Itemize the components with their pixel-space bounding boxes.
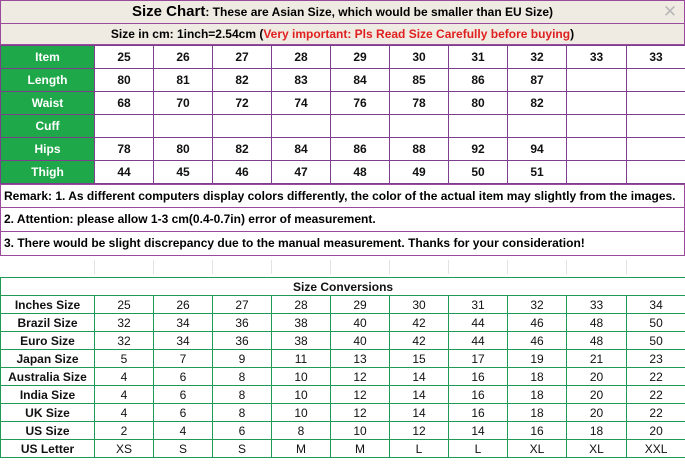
conversion-row-label: Australia Size	[1, 368, 95, 386]
size-cell: 50	[449, 161, 508, 184]
conversion-cell: XS	[95, 440, 154, 458]
conversion-cell: 28	[272, 296, 331, 314]
size-cell: 88	[390, 138, 449, 161]
conversion-row	[1, 296, 685, 314]
size-row	[1, 138, 685, 161]
size-cell: 28	[272, 46, 331, 69]
conversion-cell: S	[213, 440, 272, 458]
size-cell: 45	[154, 161, 213, 184]
conversion-cell: 6	[154, 404, 213, 422]
conversion-cell: XL	[508, 440, 567, 458]
size-cell	[567, 138, 627, 161]
conversion-row	[1, 386, 685, 404]
size-cell	[567, 69, 627, 92]
size-row-label: Waist	[1, 92, 95, 115]
conversion-row-label: Inches Size	[1, 296, 95, 314]
conversion-cell: 17	[449, 350, 508, 368]
size-cell: 82	[213, 138, 272, 161]
conversion-cell: 22	[627, 386, 685, 404]
conversion-cell: 6	[154, 386, 213, 404]
conversion-cell: 29	[331, 296, 390, 314]
size-cell	[567, 161, 627, 184]
conversion-cell: 42	[390, 314, 449, 332]
conversion-cell: 23	[627, 350, 685, 368]
conversion-cell: 6	[154, 368, 213, 386]
size-row-label: Length	[1, 69, 95, 92]
conversion-cell: 10	[272, 404, 331, 422]
conversion-row-label: India Size	[1, 386, 95, 404]
conversion-cell: 48	[567, 332, 627, 350]
conversion-cell: 36	[213, 314, 272, 332]
conversion-row-label: US Size	[1, 422, 95, 440]
conversion-row	[1, 440, 685, 458]
unit-info	[0, 24, 685, 45]
conversion-cell: 32	[95, 314, 154, 332]
conversion-cell: 50	[627, 314, 685, 332]
size-cell	[449, 115, 508, 138]
conversion-cell: 4	[154, 422, 213, 440]
size-cell: 82	[213, 69, 272, 92]
size-cell	[627, 69, 685, 92]
unit-info-text: Size in cm: 1inch=2.54cm (	[110, 27, 264, 41]
size-row	[1, 46, 685, 69]
conversion-cell: 4	[95, 368, 154, 386]
size-cell: 74	[272, 92, 331, 115]
conversion-cell: 6	[213, 422, 272, 440]
size-row-label: Thigh	[1, 161, 95, 184]
conversion-cell: 8	[213, 368, 272, 386]
conversion-row	[1, 368, 685, 386]
size-row-label: Cuff	[1, 115, 95, 138]
conversion-cell: 38	[272, 332, 331, 350]
conversion-cell: 9	[213, 350, 272, 368]
conversion-cell: 10	[272, 386, 331, 404]
conversion-cell: 16	[449, 386, 508, 404]
conversion-cell: 18	[567, 422, 627, 440]
conversion-row	[1, 314, 685, 332]
conversion-cell: 33	[567, 296, 627, 314]
conversion-cell: S	[154, 440, 213, 458]
conversion-row-label: Euro Size	[1, 332, 95, 350]
conversion-row	[1, 422, 685, 440]
size-cell	[154, 115, 213, 138]
conversion-cell: 25	[95, 296, 154, 314]
size-cell: 47	[272, 161, 331, 184]
conversion-cell: 34	[627, 296, 685, 314]
size-row	[1, 161, 685, 184]
size-chart-table	[0, 45, 685, 184]
size-cell	[567, 92, 627, 115]
size-cell: 29	[331, 46, 390, 69]
conversion-cell: 22	[627, 404, 685, 422]
conversion-cell: 8	[213, 386, 272, 404]
size-cell: 82	[508, 92, 567, 115]
size-cell	[627, 161, 685, 184]
chart-title	[0, 0, 685, 24]
size-cell: 48	[331, 161, 390, 184]
conversion-cell: 18	[508, 368, 567, 386]
conversion-cell: 27	[213, 296, 272, 314]
size-cell: 94	[508, 138, 567, 161]
size-cell: 33	[627, 46, 685, 69]
conversion-cell: L	[449, 440, 508, 458]
conversion-row-label: UK Size	[1, 404, 95, 422]
conversion-cell: 42	[390, 332, 449, 350]
conversion-cell: 20	[567, 386, 627, 404]
size-cell	[627, 138, 685, 161]
size-cell: 72	[213, 92, 272, 115]
size-cell: 84	[272, 138, 331, 161]
conversion-cell: 4	[95, 404, 154, 422]
size-cell	[95, 115, 154, 138]
conversion-cell: 14	[390, 386, 449, 404]
size-cell	[627, 115, 685, 138]
conversion-cell: M	[331, 440, 390, 458]
size-row	[1, 69, 685, 92]
conversion-cell: 20	[567, 368, 627, 386]
conversion-cell: 34	[154, 314, 213, 332]
size-cell: 33	[567, 46, 627, 69]
conversion-cell: 16	[449, 404, 508, 422]
conversion-row	[1, 404, 685, 422]
conversion-cell: 19	[508, 350, 567, 368]
conversion-cell: 32	[95, 332, 154, 350]
conversion-cell: XXL	[627, 440, 685, 458]
size-cell: 78	[390, 92, 449, 115]
size-cell: 92	[449, 138, 508, 161]
size-cell: 49	[390, 161, 449, 184]
conversion-cell: 7	[154, 350, 213, 368]
size-cell: 87	[508, 69, 567, 92]
size-cell: 26	[154, 46, 213, 69]
conversion-cell: 20	[627, 422, 685, 440]
size-cell: 68	[95, 92, 154, 115]
size-cell: 85	[390, 69, 449, 92]
conversion-cell: 38	[272, 314, 331, 332]
size-cell: 80	[449, 92, 508, 115]
conversion-cell: 21	[567, 350, 627, 368]
chart-title-main: Size Chart	[131, 3, 206, 20]
conversion-cell: 26	[154, 296, 213, 314]
conversion-cell: XL	[567, 440, 627, 458]
conversion-cell: 4	[95, 386, 154, 404]
remark-tolerance: 2. Attention: please allow 1-3 cm(0.4-0.7in) error of measurement.	[0, 208, 685, 232]
close-icon[interactable]: ✕	[662, 2, 678, 21]
size-cell: 84	[331, 69, 390, 92]
conversion-cell: 46	[508, 332, 567, 350]
conversion-cell: 46	[508, 314, 567, 332]
conversion-cell: 12	[331, 386, 390, 404]
conversion-cell: 44	[449, 332, 508, 350]
conversion-cell: 12	[390, 422, 449, 440]
conversion-cell: 31	[449, 296, 508, 314]
conversion-cell: L	[390, 440, 449, 458]
size-row	[1, 92, 685, 115]
size-cell	[331, 115, 390, 138]
conversion-row-label: US Letter	[1, 440, 95, 458]
conversion-cell: 20	[567, 404, 627, 422]
conversion-cell: 14	[449, 422, 508, 440]
conversion-row	[1, 332, 685, 350]
conversion-cell: 14	[390, 368, 449, 386]
conversion-row-label: Brazil Size	[1, 314, 95, 332]
size-cell: 78	[95, 138, 154, 161]
size-cell: 30	[390, 46, 449, 69]
conversion-cell: 40	[331, 314, 390, 332]
conversion-cell: M	[272, 440, 331, 458]
size-cell: 27	[213, 46, 272, 69]
conversion-cell: 10	[272, 368, 331, 386]
size-cell: 32	[508, 46, 567, 69]
conversion-cell: 2	[95, 422, 154, 440]
conversion-cell: 34	[154, 332, 213, 350]
conversion-cell: 14	[390, 404, 449, 422]
size-cell	[627, 92, 685, 115]
size-cell: 83	[272, 69, 331, 92]
conversion-cell: 18	[508, 404, 567, 422]
conversion-cell: 15	[390, 350, 449, 368]
size-cell	[567, 115, 627, 138]
conversion-cell: 22	[627, 368, 685, 386]
conversion-row-label: Japan Size	[1, 350, 95, 368]
size-cell: 46	[213, 161, 272, 184]
size-cell	[508, 115, 567, 138]
size-cell: 81	[154, 69, 213, 92]
conversion-cell: 48	[567, 314, 627, 332]
size-cell: 25	[95, 46, 154, 69]
size-row	[1, 115, 685, 138]
remark-discrepancy: 3. There would be slight discrepancy due to the manual measurement. Thanks for your consideration!	[0, 232, 685, 256]
size-cell: 86	[449, 69, 508, 92]
conversion-cell: 8	[272, 422, 331, 440]
conversion-cell: 12	[331, 368, 390, 386]
size-cell: 44	[95, 161, 154, 184]
unit-info-end: )	[570, 27, 575, 41]
size-row-label: Hips	[1, 138, 95, 161]
size-cell: 80	[154, 138, 213, 161]
conversion-cell: 44	[449, 314, 508, 332]
conversion-cell: 13	[331, 350, 390, 368]
size-conversion-table	[0, 277, 685, 458]
spacer-grid	[0, 256, 685, 276]
size-cell: 51	[508, 161, 567, 184]
conversion-cell: 16	[449, 368, 508, 386]
conversion-cell: 36	[213, 332, 272, 350]
conversion-cell: 8	[213, 404, 272, 422]
size-cell: 80	[95, 69, 154, 92]
conversion-cell: 11	[272, 350, 331, 368]
conversion-cell: 16	[508, 422, 567, 440]
conversion-row	[1, 350, 685, 368]
conversion-cell: 5	[95, 350, 154, 368]
size-cell	[390, 115, 449, 138]
conversion-cell: 18	[508, 386, 567, 404]
conversion-cell: 50	[627, 332, 685, 350]
size-row-label: Item	[1, 46, 95, 69]
size-cell: 70	[154, 92, 213, 115]
conversion-cell: 30	[390, 296, 449, 314]
size-cell	[272, 115, 331, 138]
chart-title-note: : These are Asian Size, which would be smaller than EU Size)	[205, 5, 553, 19]
unit-warning: Very important: Pls Read Size Carefully before buying	[263, 27, 571, 41]
conversion-cell: 12	[331, 404, 390, 422]
size-cell: 76	[331, 92, 390, 115]
size-cell: 86	[331, 138, 390, 161]
size-cell: 31	[449, 46, 508, 69]
conversion-cell: 32	[508, 296, 567, 314]
size-cell	[213, 115, 272, 138]
conversion-title: Size Conversions	[1, 278, 685, 296]
conversion-cell: 40	[331, 332, 390, 350]
remark-colors: Remark: 1. As different computers display colors differently, the color of the actual item may slightly from the images.	[0, 184, 685, 208]
conversion-cell: 10	[331, 422, 390, 440]
